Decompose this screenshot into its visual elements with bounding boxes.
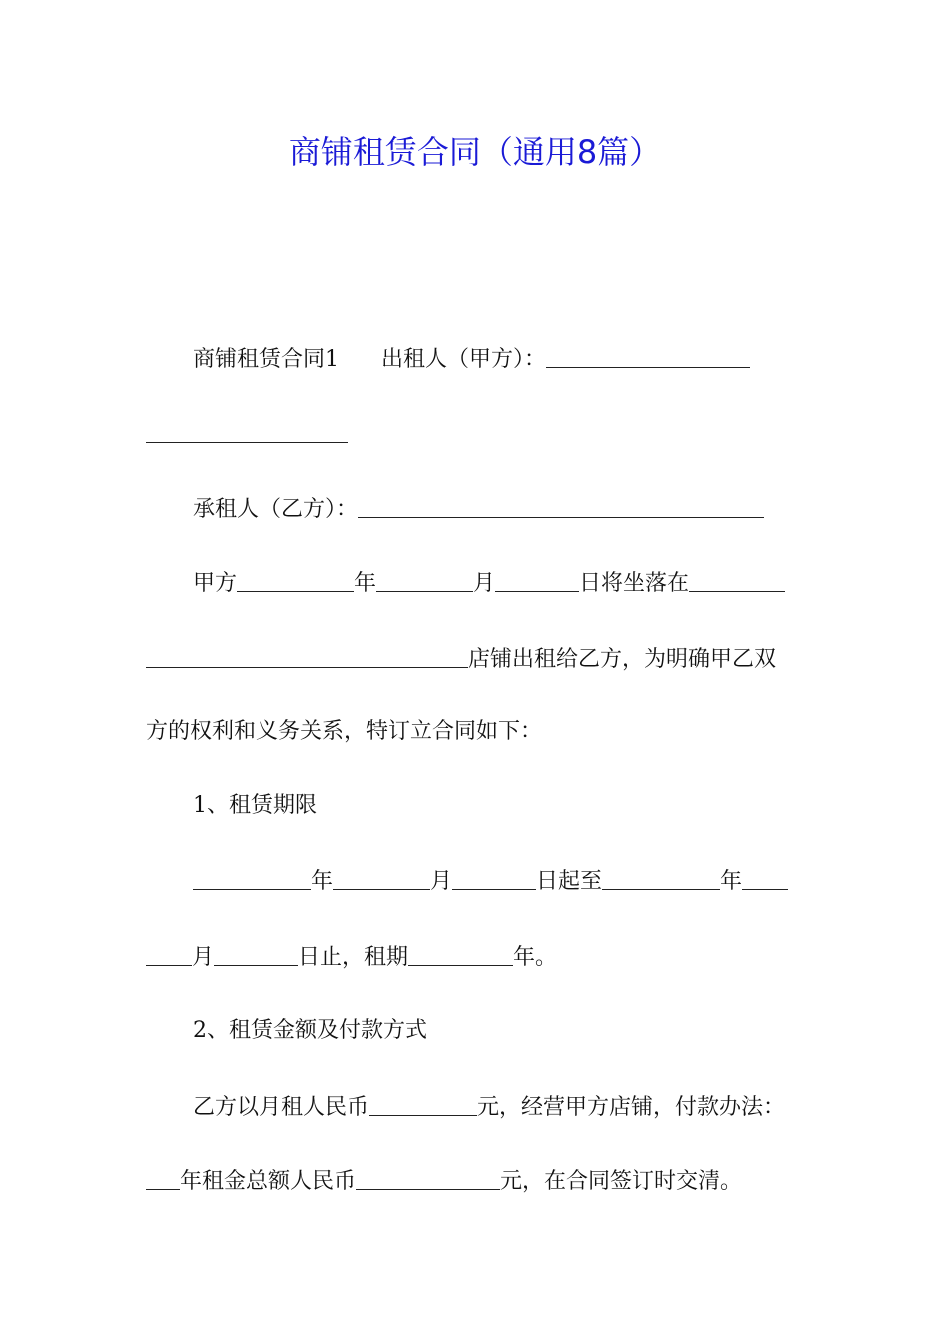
monthly-rent-text: 乙方以月租人民币 [193,1095,370,1120]
item2-heading: 2、租赁金额及付款方式 [193,1018,427,1043]
monthly-rent-line [193,1091,785,1124]
lessee-line [193,493,764,526]
shop-rent-text: 店铺出租给乙方，为明确甲乙双 [468,647,777,672]
shop-rent-line [146,643,776,676]
rights-line [146,716,542,748]
payment-method-blank[interactable] [146,1167,180,1190]
term-years-blank[interactable] [408,943,513,966]
lessor-label: 出租人（甲方）： [381,347,547,372]
year-text: 年 [720,869,743,894]
end-year-blank[interactable] [602,867,720,890]
from-to-text: 日起至 [536,869,603,894]
year-text: 年 [311,869,334,894]
end-month-blank[interactable] [742,867,788,890]
start-month-blank[interactable] [333,867,430,890]
lessor-name-blank-continued[interactable] [146,420,348,443]
section-heading: 商铺租赁合同1 [193,347,339,372]
end-month-blank-continued[interactable] [146,943,192,966]
lessor-continuation-line [146,418,348,451]
item1-heading: 1、租赁期限 [193,793,317,818]
term-end-line [146,941,557,974]
annual-total-line [146,1165,742,1198]
day-locate-text: 日将坐落在 [579,571,690,596]
annual-total-blank[interactable] [356,1167,500,1190]
end-day-blank[interactable] [214,943,298,966]
year-text: 年 [354,571,377,596]
year-blank[interactable] [237,569,354,592]
month-blank[interactable] [376,569,473,592]
month-text: 月 [192,945,215,970]
location-blank[interactable] [689,569,785,592]
annual-total-text: 年租金总额人民币 [180,1169,357,1194]
day-blank[interactable] [495,569,579,592]
monthly-rent-blank[interactable] [369,1093,477,1116]
lease-date-line [193,567,785,600]
yuan-operate-text: 元，经营甲方店铺，付款办法： [477,1095,786,1120]
end-term-text: 日止，租期 [298,945,409,970]
start-year-blank[interactable] [193,867,311,890]
month-text: 月 [430,869,453,894]
lessee-label: 承租人（乙方）： [193,497,359,522]
month-text: 月 [473,571,496,596]
rights-text: 方的权利和义务关系，特订立合同如下： [146,719,543,744]
location-blank-continued[interactable] [146,645,468,668]
start-day-blank[interactable] [452,867,536,890]
document-title: 商铺租赁合同（通用8篇） [288,133,662,171]
lessor-name-blank[interactable] [546,345,750,368]
lessee-name-blank[interactable] [358,495,764,518]
lessor-line [193,343,750,376]
term-start-line [193,865,788,898]
year-period-text: 年。 [513,945,558,970]
yuan-sign-text: 元，在合同签订时交清。 [500,1169,743,1194]
party-a-text: 甲方 [193,571,238,596]
